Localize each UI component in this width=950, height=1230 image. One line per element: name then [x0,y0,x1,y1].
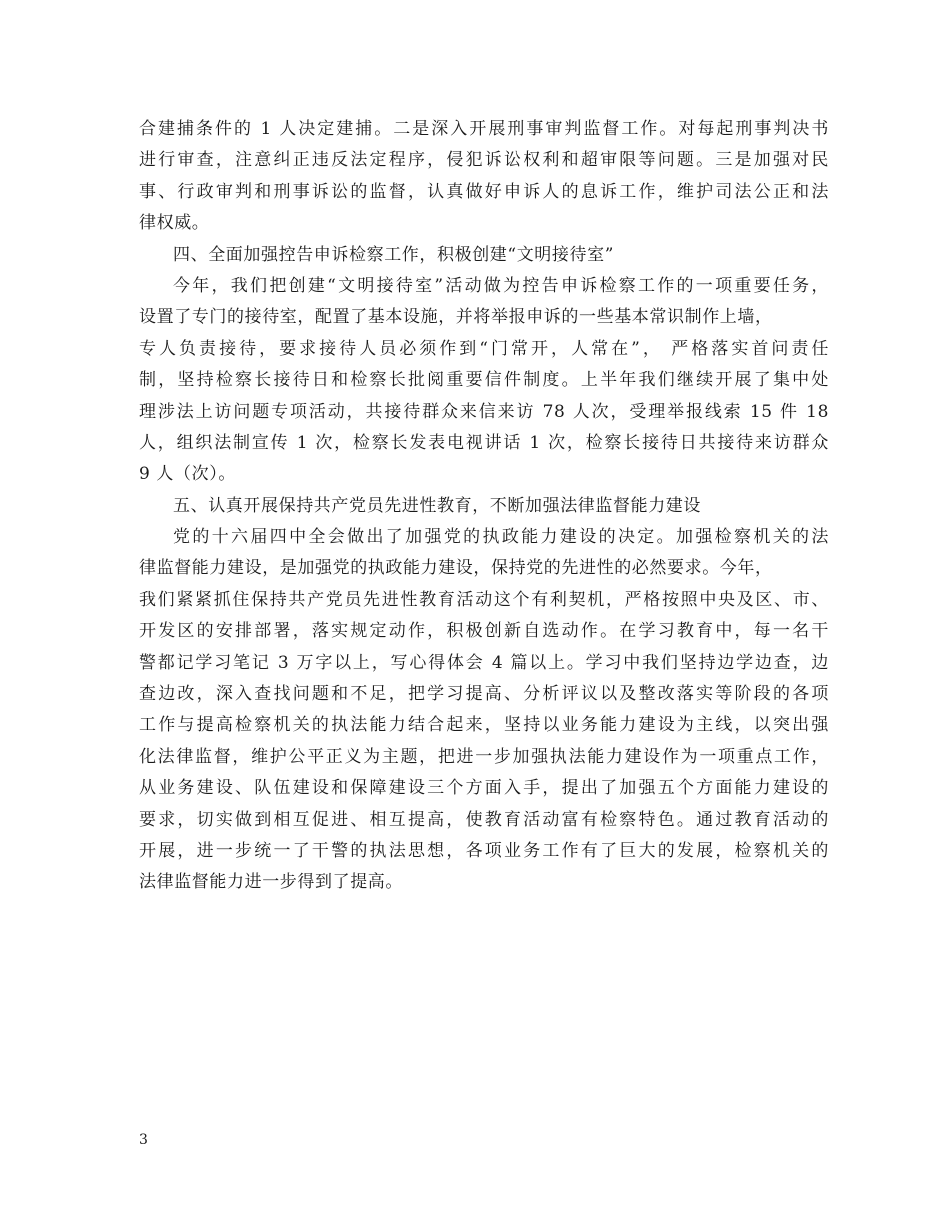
text-line: 工作与提高检察机关的执法能力结合起来，坚持以业务能力建设为主线，以突出强 [139,715,829,736]
text-line: 进行审查，注意纠正违反法定程序，侵犯诉讼权利和超审限等问题。三是加强对民 [139,150,829,171]
body-text [139,114,829,899]
text-line: 9 人（次）。 [139,464,236,485]
text-line: 五、认真开展保持共产党员先进性教育，不断加强法律监督能力建设 [173,495,701,516]
text-line: 律监督能力建设，是加强党的执政能力建设，保持党的先进性的必然要求。今年， [139,558,773,579]
text-line: 法律监督能力进一步得到了提高。 [139,872,403,893]
text-line: 党的十六届四中全会做出了加强党的执政能力建设的决定。加强检察机关的法 [173,527,829,548]
text-line: 合建捕条件的 1 人决定建捕。二是深入开展刑事审判监督工作。对每起刑事判决书 [139,119,829,139]
text-line: 律权威。 [139,213,210,234]
text-line: 开展，进一步统一了干警的执法思想，各项业务工作有了巨大的发展，检察机关的 [139,840,829,861]
text-line: 人，组织法制宣传 1 次，检察长发表电视讲话 1 次，检察长接待日共接待来访群众 [139,432,829,453]
text-line: 事、行政审判和刑事诉讼的监督，认真做好申诉人的息诉工作，维护司法公正和法 [139,181,829,202]
text-line: 警都记学习笔记 3 万字以上，写心得体会 4 篇以上。学习中我们坚持边学边查，边 [139,652,829,673]
text-line: 化法律监督，维护公平正义为主题，把进一步加强执法能力建设作为一项重点工作， [139,746,829,767]
text-line: 设置了专门的接待室，配置了基本设施，并将举报申诉的一些基本常识制作上墙， [139,307,773,328]
text-line: 专人负责接待，要求接待人员必须作到“门常开，人常在”， 严格落实首问责任 [139,338,829,359]
text-line: 理涉法上访问题专项活动，共接待群众来信来访 78 人次，受理举报线索 15 件 18 [139,401,829,422]
text-line: 四、全面加强控告申诉检察工作，积极创建“文明接待室” [173,244,614,265]
text-line: 要求，切实做到相互促进、相互提高，使教育活动富有检察特色。通过教育活动的 [139,809,829,830]
text-line: 我们紧紧抓住保持共产党员先进性教育活动这个有利契机，严格按照中央及区、市、 [139,589,829,610]
text-line: 查边改，深入查找问题和不足，把学习提高、分析评议以及整改落实等阶段的各项 [139,684,829,705]
page-number: 3 [139,1132,148,1148]
text-line: 今年，我们把创建“文明接待室”活动做为控告申诉检察工作的一项重要任务， [173,275,829,296]
text-line: 制，坚持检察长接待日和检察长批阅重要信件制度。上半年我们继续开展了集中处 [139,370,829,391]
text-line: 开发区的安排部署，落实规定动作，积极创新自选动作。在学习教育中，每一名干 [139,621,829,642]
text-line: 从业务建设、队伍建设和保障建设三个方面入手，提出了加强五个方面能力建设的 [139,778,829,799]
